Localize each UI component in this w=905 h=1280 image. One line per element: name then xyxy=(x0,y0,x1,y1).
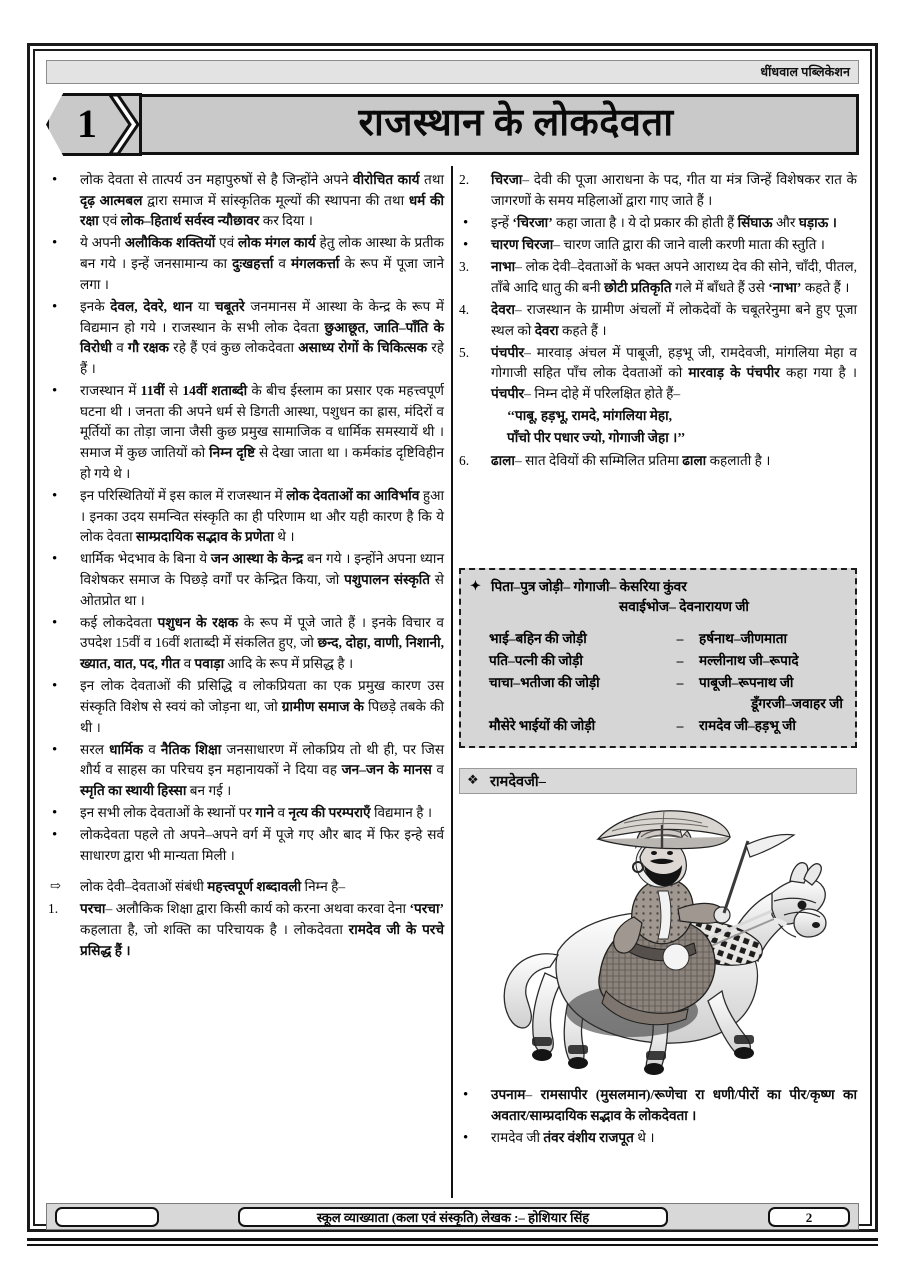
right-list-text: देवरा– राजस्थान के ग्रामीण अंचलों में लोकदेवों के चबूतरेनुमा बने हुए पूजा स्थल को देवरा कहते हैं । xyxy=(491,301,857,338)
pairs-row xyxy=(469,629,847,651)
left-list-item xyxy=(48,676,444,738)
left-list-text: परचा– अलौकिक शिक्षा द्वारा किसी कार्य को करना अथवा करवा देना ‘परचा’ कहलाता है, जो शक्ति का परिचायक है । लोकदेवता रामदेव जी के परचे प्रसिद्ध हैं । xyxy=(80,901,444,958)
bullet-icon: • xyxy=(52,487,58,504)
left-list-item xyxy=(48,740,444,802)
right-column xyxy=(459,170,857,473)
left-list-item xyxy=(48,170,444,232)
pairs-dash: – xyxy=(676,631,684,647)
right-list-item xyxy=(459,257,857,298)
left-list-item xyxy=(48,803,444,824)
pairs-row xyxy=(469,694,847,716)
left-list-text: सरल धार्मिक व नैतिक शिक्षा जनसाधारण में लोकप्रिय तो थी ही, पर जिस शौर्य व साहस का परिचय इन महानायकों ने दिया वह जन–जन के मानस व स्मृति का स्थायी हिस्सा बन गई । xyxy=(80,741,445,799)
ramdevji-illustration xyxy=(472,805,850,1083)
pairs-value: मल्लीनाथ जी–रूपादे xyxy=(699,652,799,668)
left-list-text: लोक देवी–देवताओं संबंधी महत्त्वपूर्ण शब्दावली निम्न है– xyxy=(80,879,346,895)
pairs-dash: – xyxy=(676,652,684,668)
ramdevji-list-item xyxy=(459,1085,857,1126)
bullet-icon: • xyxy=(463,236,469,253)
left-list-item xyxy=(48,613,444,675)
deity-pairs-box xyxy=(459,568,857,748)
pairs-value: पाबूजी–रूपनाथ जी xyxy=(699,674,794,690)
bullet-icon: • xyxy=(52,805,58,822)
pairs-label: चाचा–भतीजा की जोड़ी xyxy=(489,674,600,690)
right-list-item xyxy=(459,213,857,234)
left-list-text: धार्मिक भेदभाव के बिना ये जन आस्था के केन्द्र बन गये । इन्होंने अपना ध्यान विशेषकर समाज के पिछड़े वर्गों पर केन्द्रित किया, जो पशुपालन संस्कृति से ओतप्रोत था । xyxy=(80,551,444,608)
chevron-right-icon xyxy=(108,93,144,156)
pairs-dash: – xyxy=(676,674,684,690)
list-number-marker: 1. xyxy=(48,901,59,917)
diamond-bullet-icon: ❖ xyxy=(467,772,479,787)
column-divider xyxy=(451,166,453,1198)
right-list-item xyxy=(459,170,857,211)
list-number-marker: 6. xyxy=(459,452,470,468)
right-list-text: पाँचो पीर पधार ज्यो, गोगाजी जेहा ।’’ xyxy=(507,430,686,446)
pairs-dash: – xyxy=(676,717,684,733)
star-icon: ✦ xyxy=(470,578,481,593)
pairs-label: भाई–बहिन की जोड़ी xyxy=(489,631,587,647)
right-list-item xyxy=(459,235,857,256)
ramdevji-list-text: उपनाम– रामसापीर (मुसलमान)/रूणेचा रा धणी/पीरों का पीर/कृष्ण का अवतार/साम्प्रदायिक सद्भाव के लोकदेवता । xyxy=(491,1087,858,1123)
pairs-value: हर्षनाथ–जीणमाता xyxy=(699,631,787,647)
pairs-value: डूँगरजी–जवाहर जी xyxy=(751,696,843,712)
footer-left-box xyxy=(55,1207,159,1227)
section-heading-label: रामदेवजी– xyxy=(490,774,546,790)
bullet-icon: • xyxy=(52,298,58,315)
footer-center-text: स्कूल व्याख्याता (कला एवं संस्कृति) लेखक :– होशियार सिंह xyxy=(316,1210,590,1225)
left-list-text: राजस्थान में 11वीं से 14वीं शताब्दी के बीच ईस्लाम का प्रसार एक महत्त्वपूर्ण घटना थी । जनता की अपने धर्म से डिगती आस्था, पशुधन का ह्रास, मंदिरों व मूर्तियों का तोड़ा जाना जैसी कुछ प्रमुख सामाजिक व धार्मिक समस्यायें थी । समाज में कुछ जातियों को निम्न दृष्टि से देखा जाता था । कर्मकांड दृष्टिविहीन हो गये थे । xyxy=(80,383,444,481)
left-list-item xyxy=(48,825,444,866)
pairs-table xyxy=(469,629,847,737)
right-list-text: चिरजा– देवी की पूजा आराधना के पद, गीत या मंत्र जिन्हें विशेषकर रात के जागरणों के समय महिलाओं द्वारा गाए जाते हैं । xyxy=(491,172,857,208)
footer-center-box xyxy=(238,1207,668,1227)
left-list-text: ये अपनी अलौकिक शक्तियों एवं लोक मंगल कार्य हेतु लोक आस्था के प्रतीक बन गये । इन्हें जनसामान्य का दुःखहर्त्ता व मंगलकर्त्ता के रूप में पूजा जाने लगा । xyxy=(80,235,444,292)
right-column-bottom xyxy=(459,1085,857,1150)
left-list-item xyxy=(48,486,444,548)
chapter-title-banner xyxy=(46,93,859,156)
left-list-item xyxy=(48,233,444,295)
chapter-number: 1 xyxy=(77,101,97,146)
bullet-icon: • xyxy=(52,614,58,631)
bullet-icon: • xyxy=(52,827,58,844)
left-list-text: इनके देवल, देवरे, थान या चबूतरे जनमानस में आस्था के केन्द्र के रूप में विद्यमान हो गये । राजस्थान के सभी लोक देवता छुआछूत, जाति–पाँति के विरोधी व गौ रक्षक रहे हैं एवं कुछ लोकदेवता असाध्य रोगों के चिकित्सक रहे हैं । xyxy=(80,298,444,376)
bullet-icon: • xyxy=(52,172,58,188)
footer-rule-bottom xyxy=(27,1244,878,1246)
right-list-item xyxy=(459,343,857,405)
left-list-text: कई लोकदेवता पशुधन के रक्षक के रूप में पूजे जाते हैं । इनके विचार व उपदेश 15वीं व 16वीं शताब्दी में संकलित हुए, जो छन्द, दोहा, वाणी, निशानी, ख्यात, वात, पद, गीत व पवाड़ा आदि के रूप में प्रसिद्ध है । xyxy=(80,614,444,672)
bullet-icon: • xyxy=(52,235,58,252)
list-number-marker: 4. xyxy=(459,301,470,317)
chapter-title: राजस्थान के लोकदेवता xyxy=(358,102,674,144)
pairs-row xyxy=(469,650,847,672)
list-number-marker: 3. xyxy=(459,259,470,275)
right-list-item xyxy=(459,451,857,472)
publisher-header-bar xyxy=(46,60,859,84)
footer-bar xyxy=(46,1203,859,1230)
left-list-text: इन परिस्थितियों में इस काल में राजस्थान में लोक देवताओं का आविर्भाव हुआ । इनका उदय समन्वित संस्कृति का ही परिणाम था और यही कारण है कि ये लोक देवता साम्प्रदायिक सद्भाव के प्रणेता थे । xyxy=(80,487,444,545)
pairs-heading-text: पिता–पुत्र जोड़ी– गोगाजी– केसरिया कुंवर xyxy=(491,579,687,594)
pairs-row xyxy=(469,715,847,737)
bullet-icon: • xyxy=(52,678,58,695)
publisher-name: धींधवाल पब्लिकेशन xyxy=(760,65,850,79)
bullet-icon: • xyxy=(463,214,469,231)
left-list-text: लोक देवता से तात्पर्य उन महापुरुषों से है जिन्होंने अपने वीरोचित कार्य तथा दृढ़ आत्मबल द्वारा समाज में सांस्कृतिक मूल्यों की स्थापना की तथा धर्म की रक्षा एवं लोक–हितार्थ सर्वस्व न्यौछावर कर दिया । xyxy=(80,172,444,229)
right-list-text: नाभा– लोक देवी–देवताओं के भक्त अपने आराध्य देव की सोने, चाँदी, पीतल, ताँबे आदि धातु की बनी छोटी प्रतिकृति गले में बाँधते हैं उसे ‘नाभा’ कहते हैं । xyxy=(491,259,857,295)
footer-rule-top xyxy=(27,1238,878,1241)
pairs-row xyxy=(469,672,847,694)
pairs-heading xyxy=(469,577,847,597)
left-list-text: लोकदेवता पहले तो अपने–अपने वर्ग में पूजे गए और बाद में फिर इन्हे सर्व साधारण द्वारा भी मान्यता मिली । xyxy=(80,827,444,863)
section-heading-bar-ramdevji xyxy=(459,768,857,794)
bullet-icon: • xyxy=(52,551,58,568)
left-list-item xyxy=(48,297,444,380)
right-list-text: ‘‘पाबू, हड़भू, रामदे, मांगलिया मेहा, xyxy=(507,408,673,424)
right-list-item xyxy=(459,406,857,427)
pairs-label xyxy=(469,694,667,716)
ramdevji-list-item xyxy=(459,1128,857,1149)
right-list-item xyxy=(459,300,857,341)
left-list-text: इन सभी लोक देवताओं के स्थानों पर गाने व नृत्य की परम्पराएँ विद्यमान है । xyxy=(80,805,432,821)
page-number-box: 2 xyxy=(768,1207,850,1227)
pairs-label: मौसेरे भाईयों की जोड़ी xyxy=(489,717,596,733)
right-list-item xyxy=(459,428,857,449)
list-number-marker: 2. xyxy=(459,172,470,187)
pairs-dash xyxy=(667,694,693,716)
right-list-text: पंचपीर– मारवाड़ अंचल में पाबूजी, हड़भू जी, रामदेवजी, मांगलिया मेहा व गोगाजी सहित पाँच लोक देवताओं को मारवाड़ के पंचपीर कहा गया है । पंचपीर– निम्न दोहे में परिलक्षित होते हैं– xyxy=(491,344,857,402)
right-list-text: चारण चिरजा– चारण जाति द्वारा की जाने वाली करणी माता की स्तुति । xyxy=(491,236,825,252)
bullet-icon: • xyxy=(463,1129,469,1146)
left-column xyxy=(48,170,444,963)
left-list-item xyxy=(48,381,444,484)
right-list-text: ढाला– सात देवियों की सम्मिलित प्रतिमा ढाला कहलाती है । xyxy=(491,452,771,468)
spacer xyxy=(48,868,444,877)
ramdevji-list-text: रामदेव जी तंवर वंशीय राजपूत थे । xyxy=(491,1129,655,1145)
list-number-marker: 5. xyxy=(459,344,470,360)
left-list-item xyxy=(48,899,444,961)
pairs-subheading: सवाईभोज– देवनारायण जी xyxy=(619,599,749,615)
left-list-item xyxy=(48,549,444,611)
bullet-icon: • xyxy=(463,1087,469,1103)
arrow-bullet-icon: ⇨ xyxy=(50,878,61,894)
left-list-item xyxy=(48,877,444,898)
left-list-text: इन लोक देवताओं की प्रसिद्धि व लोकप्रियता का एक प्रमुख कारण उस संस्कृति विशेष से स्वयं को जोड़ना था, जो ग्रामीण समाज के पिछड़े तबके की थी । xyxy=(80,678,444,735)
right-list-text: इन्हें ‘चिरजा’ कहा जाता है । ये दो प्रकार की होती हैं सिंघाऊ और घड़ाऊ । xyxy=(491,214,837,230)
pairs-label: पति–पत्नी की जोड़ी xyxy=(489,652,583,668)
bullet-icon: • xyxy=(52,741,58,758)
bullet-icon: • xyxy=(52,383,58,400)
pairs-value: रामदेव जी–हड़भू जी xyxy=(699,717,796,733)
